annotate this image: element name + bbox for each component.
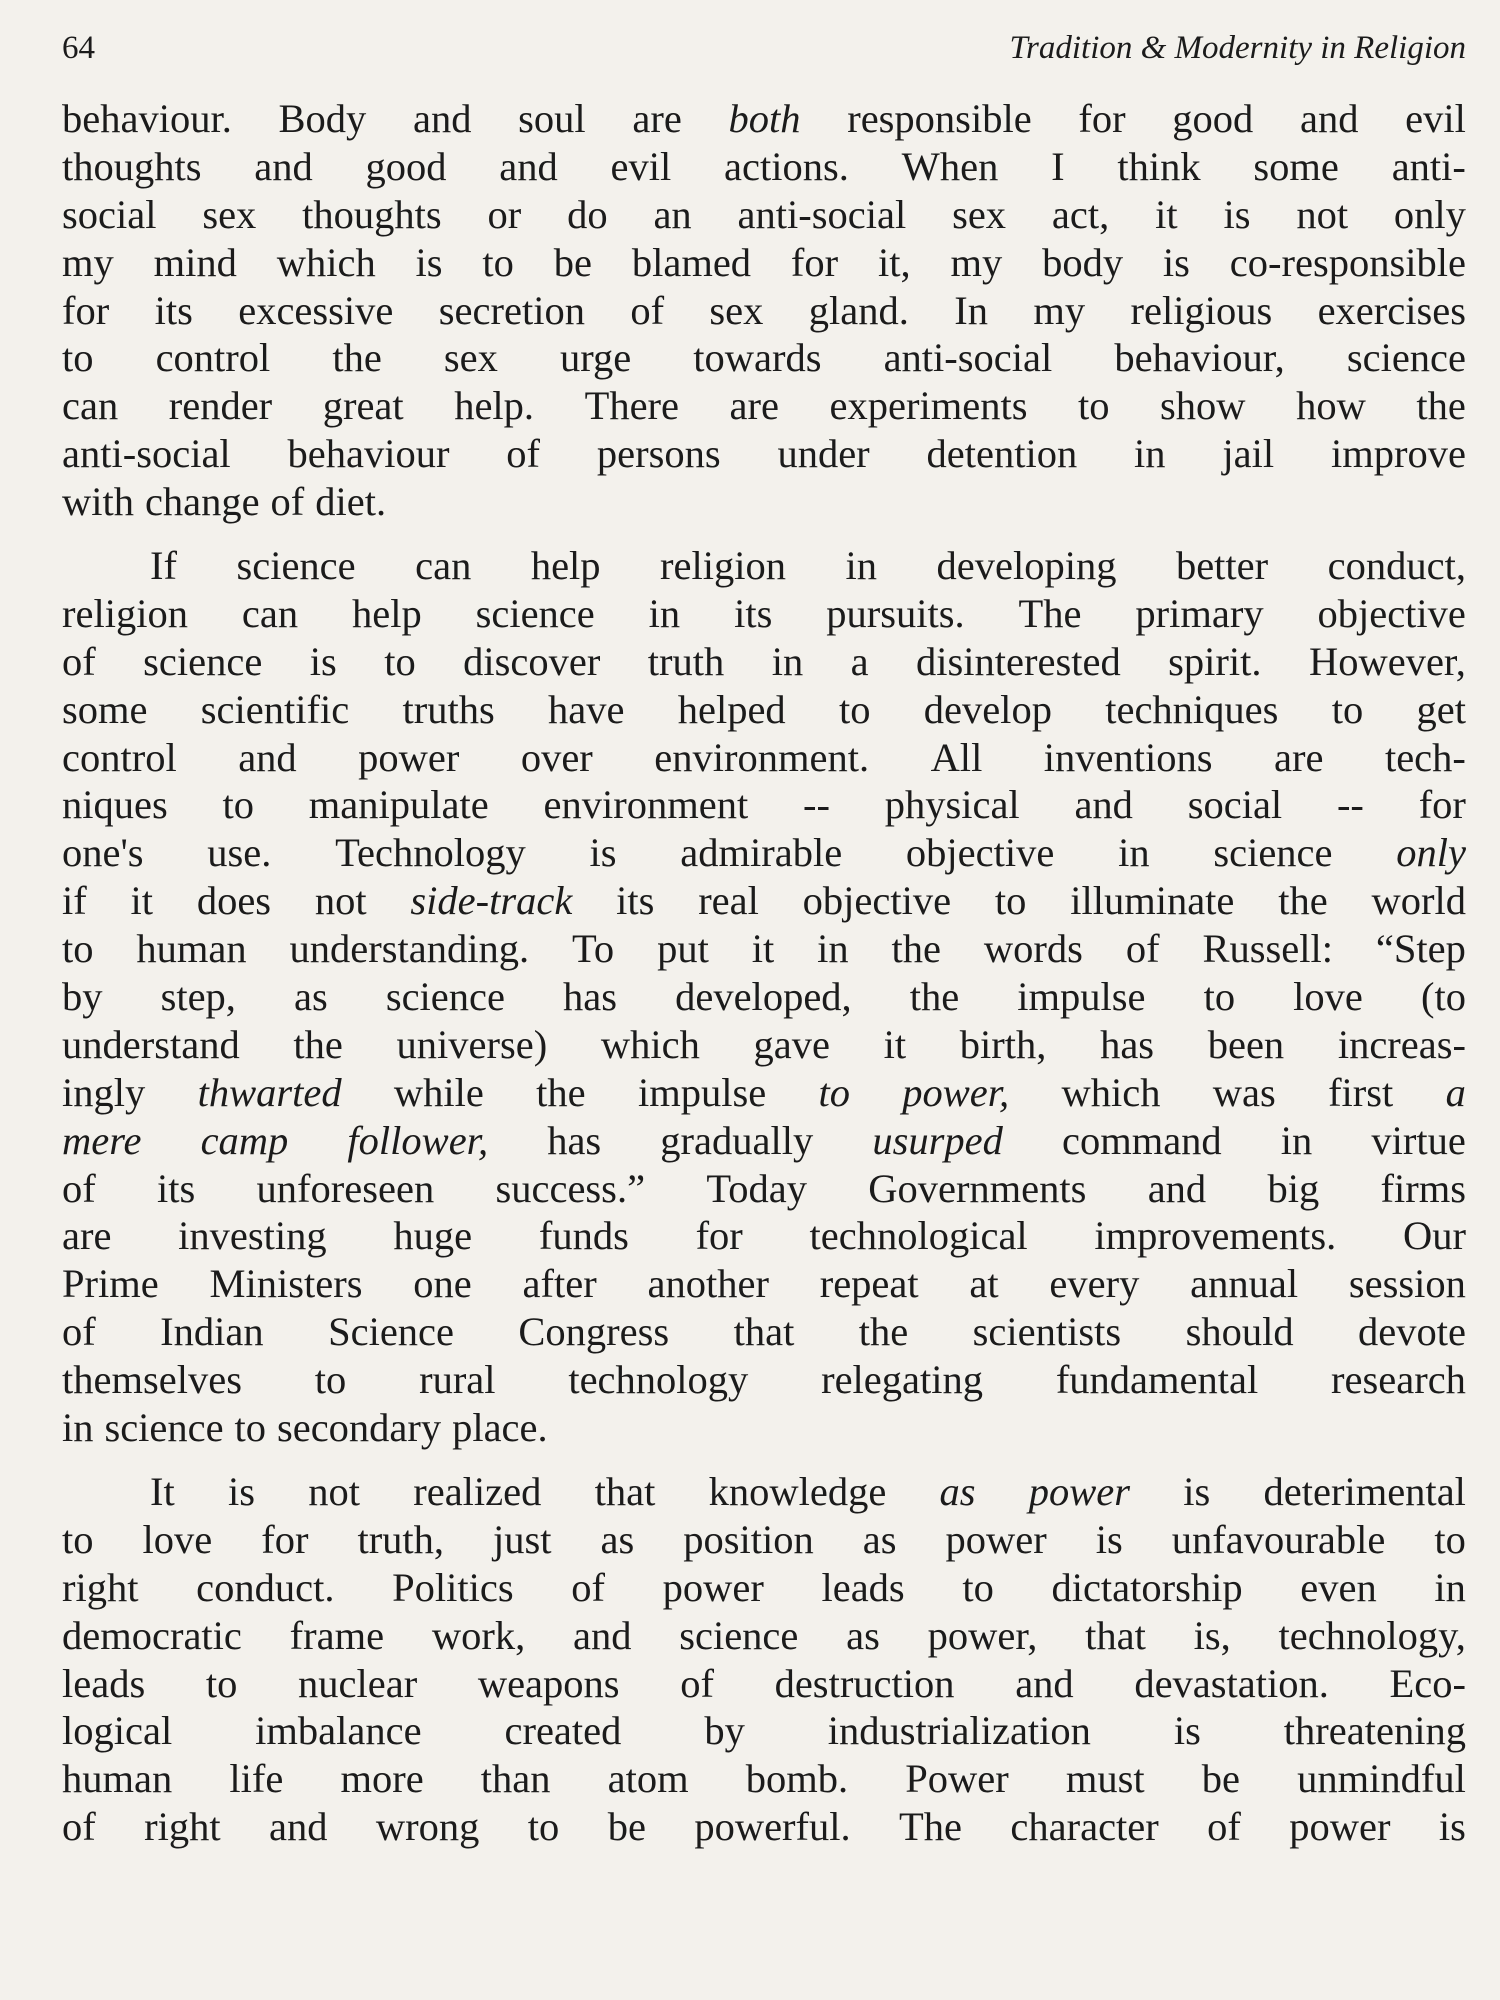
text-line: with change of diet. xyxy=(62,479,387,525)
text-line: logical imbalance created by industrialization is threatening xyxy=(62,1708,1466,1754)
text-line: human life more than atom bomb. Power must be unmindful xyxy=(62,1756,1466,1802)
text-line: right conduct. Politics of power leads to dictatorship even in xyxy=(62,1564,1466,1610)
text-line: of its unforeseen success.” Today Governments and big firms xyxy=(62,1165,1466,1211)
text-line: to love for truth, just as position as power is unfavourable to xyxy=(62,1516,1466,1562)
text-line: leads to nuclear weapons of destruction and devastation. Eco- xyxy=(62,1660,1466,1706)
text-line: for its excessive secretion of sex gland. In my religious exercises xyxy=(62,287,1466,333)
text-line: themselves to rural technology relegating fundamental research xyxy=(62,1357,1466,1403)
text-line: social sex thoughts or do an anti-social sex act, it is not only xyxy=(62,191,1466,237)
page-number: 64 xyxy=(62,30,95,66)
text-line: one's use. Technology is admirable objective in science only xyxy=(62,830,1466,876)
text-line: my mind which is to be blamed for it, my body is co-responsible xyxy=(62,239,1466,285)
text-line: by step, as science has developed, the impulse to love (to xyxy=(62,974,1466,1020)
text-line: control and power over environment. All inventions are tech- xyxy=(62,734,1466,780)
text-line: religion can help science in its pursuits. The primary objective xyxy=(62,590,1466,636)
paragraph xyxy=(62,542,1466,1452)
text-line: if it does not side-track its real objective to illuminate the world xyxy=(62,878,1466,924)
text-line: democratic frame work, and science as power, that is, technology, xyxy=(62,1612,1466,1658)
text-line: niques to manipulate environment -- physical and social -- for xyxy=(62,782,1466,828)
text-line: anti-social behaviour of persons under detention in jail improve xyxy=(62,431,1466,477)
text-line: to control the sex urge towards anti-social behaviour, science xyxy=(62,335,1466,381)
paragraph xyxy=(62,1468,1466,1851)
text-line: to human understanding. To put it in the words of Russell: “Step xyxy=(62,926,1466,972)
text-line: If science can help religion in developing better conduct, xyxy=(150,543,1466,589)
paragraph xyxy=(62,95,1466,526)
text-line: It is not realized that knowledge as power is deterimental xyxy=(150,1468,1466,1514)
text-line: of right and wrong to be powerful. The character of power is xyxy=(62,1804,1466,1850)
text-line: understand the universe) which gave it birth, has been increas- xyxy=(62,1021,1466,1067)
text-line: can render great help. There are experiments to show how the xyxy=(62,383,1466,429)
text-line: mere camp follower, has gradually usurped command in virtue xyxy=(62,1117,1466,1163)
text-line: ingly thwarted while the impulse to power, which was first a xyxy=(62,1069,1466,1115)
text-line: Prime Ministers one after another repeat at every annual session xyxy=(62,1261,1466,1307)
text-line: in science to secondary place. xyxy=(62,1405,548,1451)
text-line: behaviour. Body and soul are both responsible for good and evil xyxy=(62,96,1466,141)
book-title: Tradition & Modernity in Religion xyxy=(1009,30,1466,66)
text-line: some scientific truths have helped to develop techniques to get xyxy=(62,686,1466,732)
body-text xyxy=(62,95,1466,1851)
text-line: are investing huge funds for technological improvements. Our xyxy=(62,1213,1466,1259)
text-line: of Indian Science Congress that the scientists should devote xyxy=(62,1309,1466,1355)
running-head xyxy=(62,30,1466,74)
text-line: thoughts and good and evil actions. When I think some anti- xyxy=(62,143,1466,189)
text-line: of science is to discover truth in a disinterested spirit. However, xyxy=(62,638,1466,684)
